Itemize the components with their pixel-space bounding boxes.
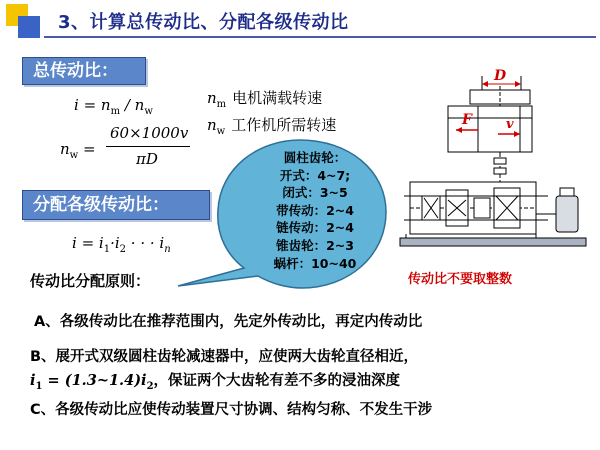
label-v: v <box>506 117 514 132</box>
allocate-ratio-label: 分配各级传动比： <box>22 190 210 220</box>
bubble-line: 闭式：3~5 <box>282 185 348 201</box>
principle-heading: 传动比分配原则： <box>30 272 151 290</box>
total-ratio-label: 总传动比： <box>22 57 146 85</box>
label-F: F <box>462 112 472 128</box>
rule-c: C、各级传动比应使传动装置尺寸协调、结构匀称、不发生干涉 <box>30 402 433 418</box>
rule-a: A、各级传动比在推荐范围内，先定外传动比，再定内传动比 <box>34 314 423 330</box>
rule-b-line2 <box>30 369 400 392</box>
rule-b-text: ，保证两个大齿轮有差不多的浸油深度 <box>153 373 401 389</box>
product-formula: $i = i_1\cdot i_2$ · · · $i_n$ <box>72 234 171 255</box>
label-D: D <box>494 68 507 84</box>
bubble-line: 链传动：2~4 <box>276 220 354 236</box>
bubble-line: 蜗杆：10~40 <box>273 255 357 271</box>
bubble-line: 开式：4~7; <box>279 167 351 183</box>
nw-formula-numerator: 60×1000v <box>110 124 189 142</box>
bubble-line: 带传动：2~4 <box>276 202 354 218</box>
ratio-formula: $i = n_m / n_w$ <box>74 96 153 117</box>
def-nm: $n_m$ 电机满载转速 <box>207 89 323 110</box>
def-nw-text: 工作机所需转速 <box>231 116 337 134</box>
bubble-line: 锥齿轮：2~3 <box>276 237 354 253</box>
nw-formula-lhs: $n_w$ = <box>60 140 96 161</box>
diagram-note: 传动比不要取整数 <box>408 272 513 287</box>
def-nm-text: 电机满载转速 <box>232 89 323 107</box>
def-nw: $n_w$ 工作机所需转速 <box>207 116 337 137</box>
page-title: 3、计算总传动比、分配各级传动比 <box>58 12 349 33</box>
transmission-diagram <box>400 76 586 246</box>
rule-b-math: $i_1$ = $(1.3\sim 1.4)i_2$ <box>30 372 154 392</box>
rule-b-line1: B、展开式双级圆柱齿轮减速器中，应使两大齿轮直径相近， <box>30 349 419 365</box>
bubble-line: 圆柱齿轮： <box>283 150 347 165</box>
bubble-ratio-list <box>250 149 380 272</box>
nw-formula-denominator: πD <box>136 150 158 168</box>
